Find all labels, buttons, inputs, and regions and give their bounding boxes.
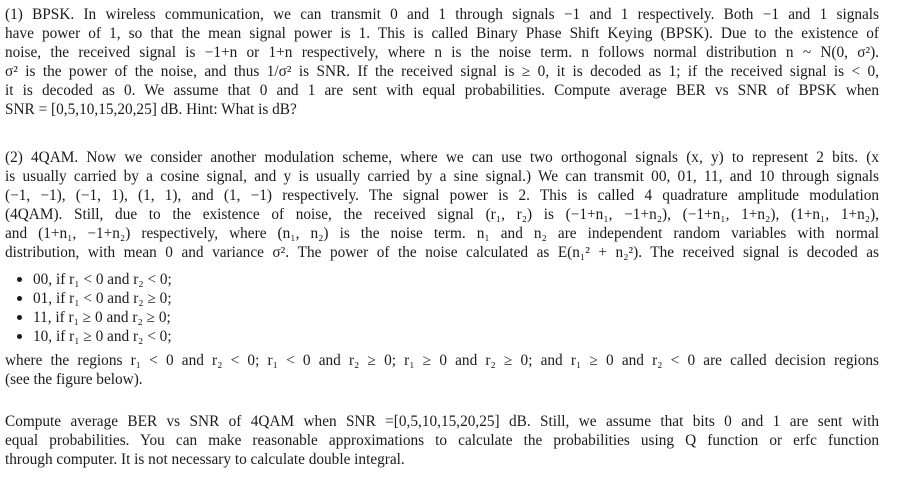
bpsk-line: noise, the received signal is −1+n or 1+n respectively, where n is the noise term. n follows normal distribution n ~ N(0, σ²). — [5, 44, 879, 61]
bullet-icon — [17, 315, 22, 320]
bpsk-line: it is decoded as 0. We assume that 0 and 1 are sent with equal probabilities. Compute average BER vs SNR of BPSK when — [5, 82, 879, 99]
task-line: through computer. It is not necessary to calculate double integral. — [5, 451, 405, 468]
decision-rule-text: 01, if r₁ < 0 and r₂ ≥ 0; — [33, 290, 172, 307]
decision-rule-item — [5, 289, 172, 308]
regions-line: (see the figure below). — [5, 371, 143, 388]
bullet-icon — [17, 334, 22, 339]
decision-rule-item — [5, 308, 172, 327]
task-line: equal probabilities. You can make reasonable approximations to calculate the probabilities using Q function or erfc function — [5, 432, 879, 449]
bpsk-paragraph — [5, 5, 879, 119]
task-line: Compute average BER vs SNR of 4QAM when SNR =[0,5,10,15,20,25] dB. Still, we assume that bits 0 and 1 are sent with — [5, 413, 879, 430]
decision-rule-item — [5, 270, 172, 289]
qam-line: distribution, with mean 0 and variance σ². The power of the noise calculated as E(n₁² + n₂²). The received signal is decoded as — [5, 244, 879, 261]
qam-line: and (1+n₁, −1+n₂) respectively, where (n₁, n₂) is the noise term. n₁ and n₂ are independent random variables with normal — [5, 225, 879, 242]
qam-paragraph — [5, 148, 879, 262]
bpsk-line: have power of 1, so that the mean signal power is 1. This is called Binary Phase Shift Keying (BPSK). Due to the existence of — [5, 25, 879, 42]
bullet-icon — [17, 296, 22, 301]
qam-line: (−1, −1), (−1, 1), (1, 1), and (1, −1) respectively. The signal power is 2. This is called 4 quadrature amplitude modulation — [5, 187, 879, 204]
decision-rule-text: 11, if r₁ ≥ 0 and r₂ ≥ 0; — [33, 309, 171, 326]
qam-line: (2) 4QAM. Now we consider another modulation scheme, where we can use two orthogonal signals (x, y) to represent 2 bits. (x — [5, 149, 879, 166]
bpsk-line: SNR = [0,5,10,15,20,25] dB. Hint: What is dB? — [5, 101, 297, 118]
qam-line: is usually carried by a cosine signal, and y is usually carried by a sine signal.) We can transmit 00, 01, 11, and 10 through signals — [5, 168, 879, 185]
bullet-icon — [17, 277, 22, 282]
regions-paragraph — [5, 351, 879, 389]
decision-rule-item — [5, 327, 172, 346]
regions-line: where the regions r₁ < 0 and r₂ < 0; r₁ < 0 and r₂ ≥ 0; r₁ ≥ 0 and r₂ ≥ 0; and r₁ ≥ 0 and r₂ < 0 are called decision regions — [5, 352, 879, 369]
bpsk-line: σ² is the power of the noise, and thus 1/σ² is SNR. If the received signal is ≥ 0, it is decoded as 1; if the received signal is < 0, — [5, 63, 879, 80]
qam-line: (4QAM). Still, due to the existence of noise, the received signal (r₁, r₂) is (−1+n₁, −1+n₂), (−1+n₁, 1+n₂), (1+n₁, 1+n₂), — [5, 206, 879, 223]
decision-rules-list — [5, 270, 172, 346]
decision-rule-text: 10, if r₁ ≥ 0 and r₂ < 0; — [33, 328, 172, 345]
decision-rule-text: 00, if r₁ < 0 and r₂ < 0; — [33, 271, 172, 288]
task-paragraph — [5, 412, 879, 469]
bpsk-line: (1) BPSK. In wireless communication, we can transmit 0 and 1 through signals −1 and 1 respectively. Both −1 and 1 signals — [5, 6, 879, 23]
